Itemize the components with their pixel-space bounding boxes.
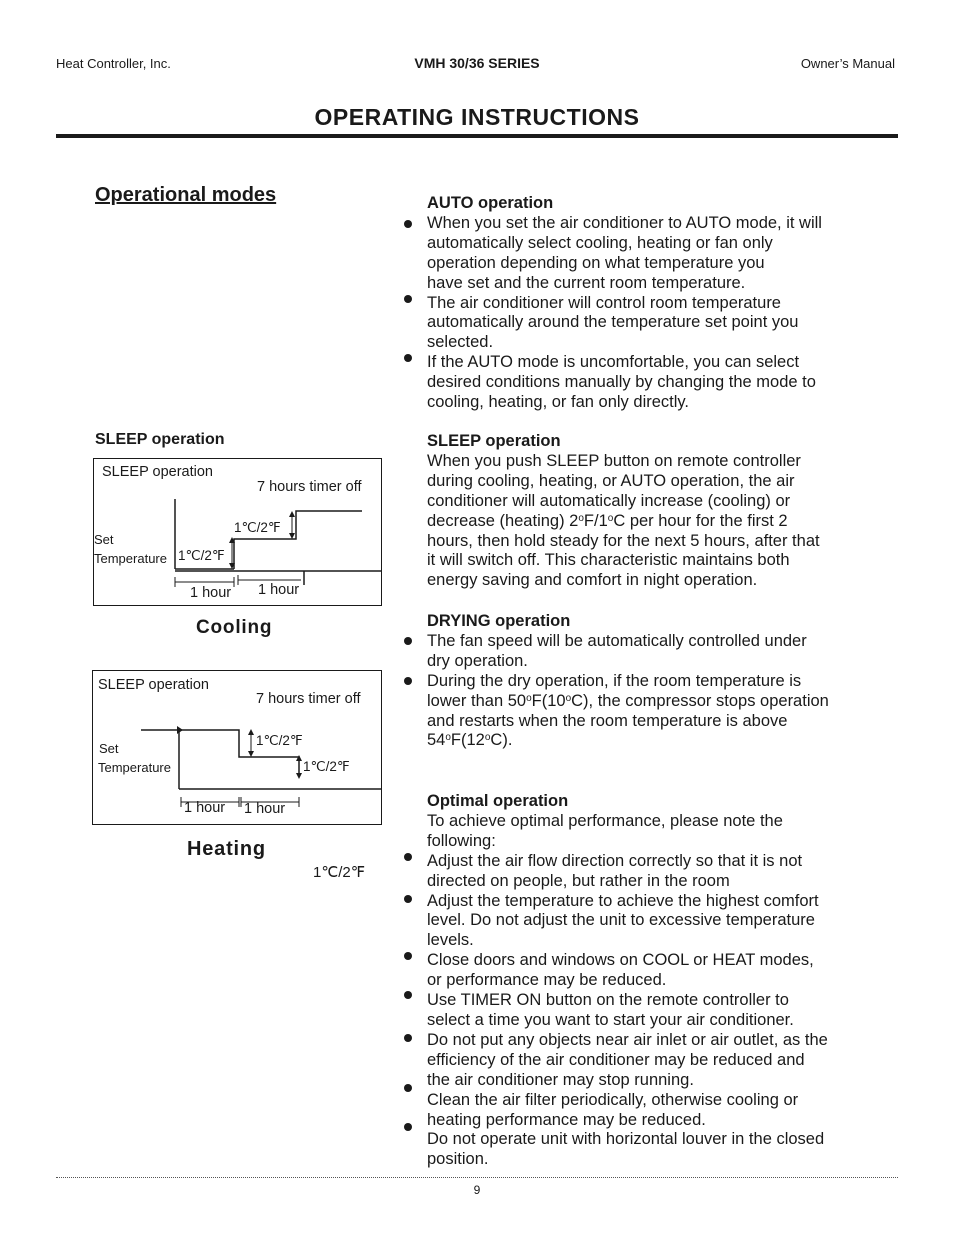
- cooling-set-label: Set: [94, 532, 114, 547]
- optimal-line: position.: [427, 1150, 489, 1169]
- bullet-icon: [404, 853, 412, 861]
- optimal-line: Use TIMER ON button on the remote controller to: [427, 991, 789, 1010]
- sleep-line: energy saving and comfort in night operation.: [427, 571, 758, 590]
- auto-line: desired conditions manually by changing the mode to: [427, 373, 816, 392]
- cooling-diagram: [93, 458, 382, 606]
- optimal-section: [427, 792, 872, 1170]
- footer-rule: [56, 1177, 898, 1178]
- bullet-icon: [404, 895, 412, 903]
- optimal-line: Close doors and windows on COOL or HEAT modes,: [427, 951, 814, 970]
- drying-line: lower than 50$^o$F(10$^o$C), the compressor stops operation: [427, 691, 829, 710]
- bullet-icon: [404, 295, 412, 303]
- auto-heading: AUTO operation: [427, 194, 554, 212]
- bullet-icon: [404, 991, 412, 999]
- optimal-line: directed on people, but rather in the room: [427, 871, 730, 890]
- sleep-line: during cooling, heating, or AUTO operation, the air: [427, 471, 795, 490]
- heating-hour-label-1: 1 hour: [184, 800, 226, 816]
- auto-line: The air conditioner will control room temperature: [427, 293, 781, 312]
- page-title: OPERATING INSTRUCTIONS: [314, 104, 640, 130]
- heating-box-title: SLEEP operation: [98, 677, 209, 693]
- heating-diagram: [92, 670, 382, 825]
- cooling-caption: Cooling: [196, 617, 273, 638]
- drying-line: and restarts when the room temperature is above: [427, 711, 788, 730]
- cooling-box-title: SLEEP operation: [102, 464, 213, 480]
- heating-temperature-label: Temperature: [98, 760, 171, 775]
- optimal-line: following:: [427, 831, 496, 850]
- optimal-line: or performance may be reduced.: [427, 971, 667, 990]
- cooling-hour-label-2: 1 hour: [258, 582, 300, 598]
- header-company: Heat Controller, Inc.: [56, 56, 171, 71]
- bullet-icon: [404, 220, 412, 228]
- optimal-line: select a time you want to start your air conditioner.: [427, 1010, 794, 1029]
- drying-line: During the dry operation, if the room temperature is: [427, 671, 802, 690]
- sleep-section: [427, 432, 872, 591]
- optimal-line: Do not put any objects near air inlet or air outlet, as the: [427, 1030, 828, 1049]
- title-rule: [56, 134, 898, 138]
- optimal-line: Adjust the temperature to achieve the highest comfort: [427, 891, 819, 910]
- auto-line: automatically select cooling, heating or fan only: [427, 233, 773, 252]
- cooling-temperature-label: Temperature: [94, 551, 167, 566]
- auto-line: operation depending on what temperature you: [427, 253, 765, 272]
- sleep-line: conditioner will automatically increase (cooling) or: [427, 491, 791, 510]
- optimal-line: Clean the air filter periodically, otherwise cooling or: [427, 1090, 799, 1109]
- bullet-icon: [404, 677, 412, 685]
- bullet-icon: [404, 354, 412, 362]
- header-series: VMH 30/36 SERIES: [414, 55, 540, 71]
- heating-stray-label: 1℃/2℉: [313, 864, 365, 881]
- optimal-line: the air conditioner may stop running.: [427, 1070, 694, 1089]
- heating-step-label-1: 1℃/2℉: [256, 733, 303, 748]
- optimal-line: Adjust the air flow direction correctly so that it is not: [427, 851, 803, 870]
- sleep-heading: SLEEP operation: [427, 432, 561, 450]
- sleep-line: When you push SLEEP button on remote controller: [427, 451, 801, 470]
- bullet-icon: [404, 637, 412, 645]
- sleep-line: hours, then hold steady for the next 5 hours, after that: [427, 531, 820, 550]
- drying-line: 54$^o$F(12$^o$C).: [427, 731, 513, 750]
- optimal-line: levels.: [427, 931, 474, 950]
- section-heading: Operational modes: [95, 184, 277, 206]
- optimal-heading: Optimal operation: [427, 792, 569, 810]
- bullet-icon: [404, 1123, 412, 1131]
- cooling-step-label-1: 1℃/2℉: [178, 548, 225, 563]
- drying-section: [427, 612, 872, 751]
- heating-timer-label: 7 hours timer off: [256, 691, 361, 707]
- sleep-line: it will switch off. This characteristic maintains both: [427, 551, 790, 570]
- heating-step-label-2: 1℃/2℉: [303, 759, 350, 774]
- heating-caption: Heating: [187, 838, 266, 860]
- cooling-step-label-2: 1℃/2℉: [234, 520, 281, 535]
- heating-hour-label-2: 1 hour: [244, 801, 286, 817]
- auto-line: automatically around the temperature set point you: [427, 313, 799, 332]
- drying-line: dry operation.: [427, 651, 528, 670]
- auto-line: When you set the air conditioner to AUTO mode, it will: [427, 213, 822, 232]
- optimal-line: To achieve optimal performance, please note the: [427, 811, 783, 830]
- auto-line: selected.: [427, 333, 494, 352]
- bullet-icon: [404, 1084, 412, 1092]
- bullet-icon: [404, 952, 412, 960]
- sleep-line: decrease (heating) 2$^o$F/1$^o$C per hour for the first 2: [427, 511, 788, 530]
- drying-line: The fan speed will be automatically controlled under: [427, 631, 807, 650]
- auto-line: If the AUTO mode is uncomfortable, you can select: [427, 353, 800, 372]
- auto-line: cooling, heating, or fan only directly.: [427, 393, 690, 412]
- auto-line: have set and the current room temperature.: [427, 273, 746, 292]
- left-sleep-heading: SLEEP operation: [95, 431, 225, 448]
- page-number: 9: [473, 1183, 481, 1197]
- drying-heading: DRYING operation: [427, 612, 571, 630]
- auto-section: [427, 194, 872, 413]
- optimal-line: level. Do not adjust the unit to excessive temperature: [427, 911, 815, 930]
- optimal-line: Do not operate unit with horizontal louver in the closed: [427, 1130, 825, 1149]
- optimal-line: efficiency of the air conditioner may be reduced and: [427, 1050, 805, 1069]
- cooling-hour-label-1: 1 hour: [190, 585, 232, 601]
- cooling-timer-label: 7 hours timer off: [257, 479, 362, 495]
- optimal-line: heating performance may be reduced.: [427, 1110, 706, 1129]
- header-doc-type: Owner’s Manual: [800, 56, 895, 71]
- heating-set-label: Set: [99, 741, 119, 756]
- bullet-icon: [404, 1034, 412, 1042]
